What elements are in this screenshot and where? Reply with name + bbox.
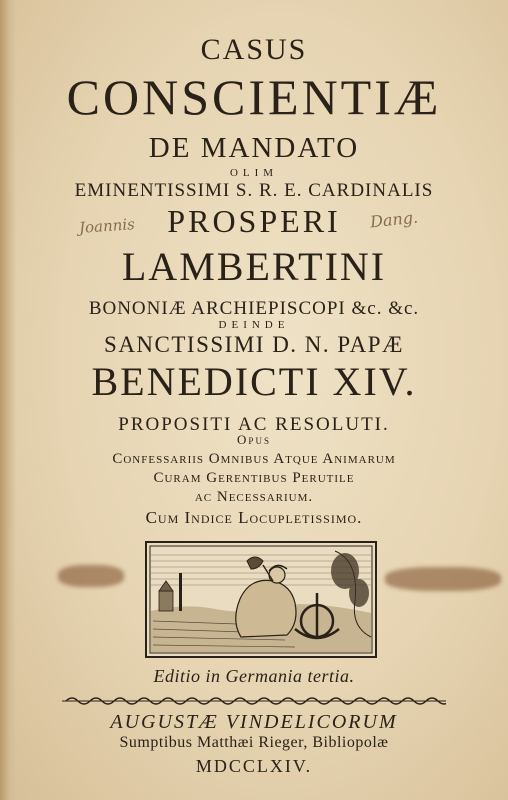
title-sanctissimi: SANCTISSIMI D. N. PAPÆ xyxy=(104,332,404,357)
title-de-mandato: DE MANDATO xyxy=(148,132,360,164)
imprint-publisher: Sumptibus Matthæi Rieger, Bibliopolæ xyxy=(119,734,389,751)
title-bononiae: BONONIÆ ARCHIEPISCOPI &c. &c. xyxy=(88,298,420,319)
ink-smear-right xyxy=(385,567,501,591)
ornamental-rule-icon xyxy=(62,694,446,708)
title-prosperi: PROSPERI xyxy=(167,203,341,239)
title-confessariis: Confessariis Omnibus Atque Animarum xyxy=(112,451,396,467)
title-propositi: PROPOSITI AC RESOLUTI. xyxy=(118,414,390,435)
title-eminentissimi: EMINENTISSIMI S. R. E. CARDINALIS xyxy=(74,180,434,201)
title-curam: Curam Gerentibus Perutile xyxy=(153,470,355,486)
imprint-date: MDCCLXIV. xyxy=(195,756,313,776)
title-benedicti: BENEDICTI XIV. xyxy=(91,359,417,404)
allegorical-woodcut-vignette-icon xyxy=(145,541,377,658)
title-cum-indice: Cum Indice Locupletissimo. xyxy=(145,508,363,527)
edition-statement: Editio in Germania tertia. xyxy=(153,666,355,686)
imprint-place: AUGUSTÆ VINDELICORUM xyxy=(110,711,398,733)
title-casus: CASUS xyxy=(200,33,308,66)
handwritten-annotation-right: Dang. xyxy=(369,207,419,232)
title-deinde: DEINDE xyxy=(218,319,290,331)
title-opus: Opus xyxy=(237,432,271,447)
title-lambertini: LAMBERTINI xyxy=(121,244,387,289)
title-necessarium: ac Necessarium. xyxy=(194,489,314,505)
handwritten-annotation-left: Joannis xyxy=(78,215,136,237)
title-olim: OLIM xyxy=(229,167,279,179)
title-conscientiae: CONSCIENTIÆ xyxy=(66,69,442,125)
ink-smear-left xyxy=(58,565,124,587)
